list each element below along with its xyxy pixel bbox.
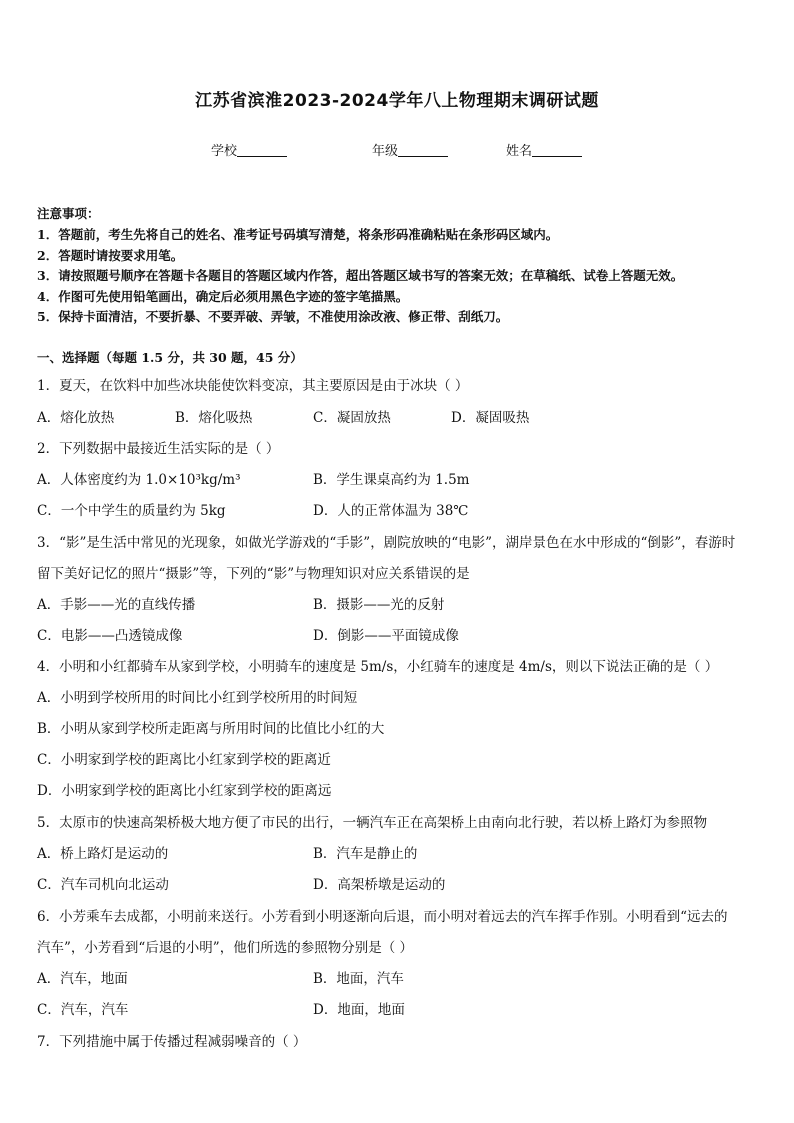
question-6-option-d[interactable]: D．地面，地面 bbox=[313, 1002, 405, 1018]
question-1-option-b[interactable]: B．熔化吸热 bbox=[175, 410, 253, 426]
question-1-option-a[interactable]: A．熔化放热 bbox=[37, 410, 115, 426]
question-4-option-d[interactable]: D．小明家到学校的距离比小红家到学校的距离远 bbox=[37, 783, 332, 799]
name-blank[interactable] bbox=[532, 143, 582, 157]
question-3-option-a[interactable]: A．手影——光的直线传播 bbox=[37, 597, 196, 613]
school-field bbox=[211, 140, 287, 159]
grade-field bbox=[372, 140, 448, 159]
grade-blank[interactable] bbox=[398, 143, 448, 157]
question-5-option-a[interactable]: A．桥上路灯是运动的 bbox=[37, 846, 169, 862]
question-3-option-c[interactable]: C．电影——凸透镜成像 bbox=[37, 628, 183, 644]
note-item: 1．答题前，考生先将自己的姓名、准考证号码填写清楚，将条形码准确粘贴在条形码区域内。 bbox=[37, 227, 559, 242]
question-5-option-b[interactable]: B．汽车是静止的 bbox=[313, 846, 418, 862]
name-label: 姓名 bbox=[506, 144, 533, 159]
name-field bbox=[506, 140, 582, 159]
question-2-option-a[interactable]: A．人体密度约为 1.0×10³kg/m³ bbox=[37, 472, 241, 488]
page-title: 江苏省滨淮2023-2024学年八上物理期末调研试题 bbox=[195, 91, 599, 111]
question-6-stem-line-1: 6．小芳乘车去成都，小明前来送行。小芳看到小明逐渐向后退，而小明对着远去的汽车挥手作别。小明看到“远去的 bbox=[37, 909, 728, 925]
question-1-stem: 1．夏天，在饮料中加些冰块能使饮料变凉，其主要原因是由于冰块（ ） bbox=[37, 378, 469, 394]
question-1-option-c[interactable]: C．凝固放热 bbox=[313, 410, 391, 426]
note-item: 2．答题时请按要求用笔。 bbox=[37, 248, 184, 263]
question-5-option-d[interactable]: D．高架桥墩是运动的 bbox=[313, 877, 446, 893]
question-7-stem: 7．下列措施中属于传播过程减弱噪音的（ ） bbox=[37, 1034, 307, 1050]
question-1-option-d[interactable]: D．凝固吸热 bbox=[451, 410, 530, 426]
question-4-option-a[interactable]: A．小明到学校所用的时间比小红到学校所用的时间短 bbox=[37, 690, 358, 706]
question-4-stem: 4．小明和小红都骑车从家到学校，小明骑车的速度是 5m/s，小红骑车的速度是 4m/s，则以下说法正确的是（ ） bbox=[37, 659, 719, 675]
school-label: 学校 bbox=[211, 144, 238, 159]
question-3-option-b[interactable]: B．摄影——光的反射 bbox=[313, 597, 445, 613]
question-2-option-d[interactable]: D．人的正常体温为 38℃ bbox=[313, 503, 469, 519]
question-6-option-b[interactable]: B．地面，汽车 bbox=[313, 971, 404, 987]
question-2-option-b[interactable]: B．学生课桌高约为 1.5m bbox=[313, 472, 470, 488]
question-5-option-c[interactable]: C．汽车司机向北运动 bbox=[37, 877, 169, 893]
question-6-option-c[interactable]: C．汽车，汽车 bbox=[37, 1002, 129, 1018]
school-blank[interactable] bbox=[237, 143, 287, 157]
question-2-option-c[interactable]: C．一个中学生的质量约为 5kg bbox=[37, 503, 226, 519]
question-5-stem: 5．太原市的快速高架桥极大地方便了市民的出行，一辆汽车正在高架桥上由南向北行驶，若以桥上路灯为参照物 bbox=[37, 815, 708, 831]
question-6-option-a[interactable]: A．汽车，地面 bbox=[37, 971, 128, 987]
question-2-stem: 2．下列数据中最接近生活实际的是（ ） bbox=[37, 441, 280, 457]
note-item: 4．作图可先使用铅笔画出，确定后必须用黑色字迹的签字笔描黑。 bbox=[37, 289, 409, 304]
question-6-stem-line-2: 汽车”，小芳看到“后退的小明”，他们所选的参照物分别是（ ） bbox=[37, 940, 413, 956]
grade-label: 年级 bbox=[372, 144, 399, 159]
question-4-option-b[interactable]: B．小明从家到学校所走距离与所用时间的比值比小红的大 bbox=[37, 721, 385, 737]
question-3-option-d[interactable]: D．倒影——平面镜成像 bbox=[313, 628, 459, 644]
question-4-option-c[interactable]: C．小明家到学校的距离比小红家到学校的距离近 bbox=[37, 752, 331, 768]
question-3-stem-line-1: 3．“影”是生活中常见的光现象，如做光学游戏的“手影”，剧院放映的“电影”，湖岸景色在水中形成的“倒影”，春游时 bbox=[37, 535, 736, 551]
notes-title: 注意事项： bbox=[37, 206, 100, 221]
question-3-stem-line-2: 留下美好记忆的照片“摄影”等，下列的“影”与物理知识对应关系错误的是 bbox=[37, 566, 470, 582]
note-item: 5．保持卡面清洁，不要折暴、不要弄破、弄皱，不准使用涂改液、修正带、刮纸刀。 bbox=[37, 309, 509, 324]
note-item: 3．请按照题号顺序在答题卡各题目的答题区域内作答，超出答题区域书写的答案无效；在草稿纸、试卷上答题无效。 bbox=[37, 268, 684, 283]
section-title: 一、选择题（每题 1.5 分，共 30 题，45 分） bbox=[37, 350, 303, 365]
